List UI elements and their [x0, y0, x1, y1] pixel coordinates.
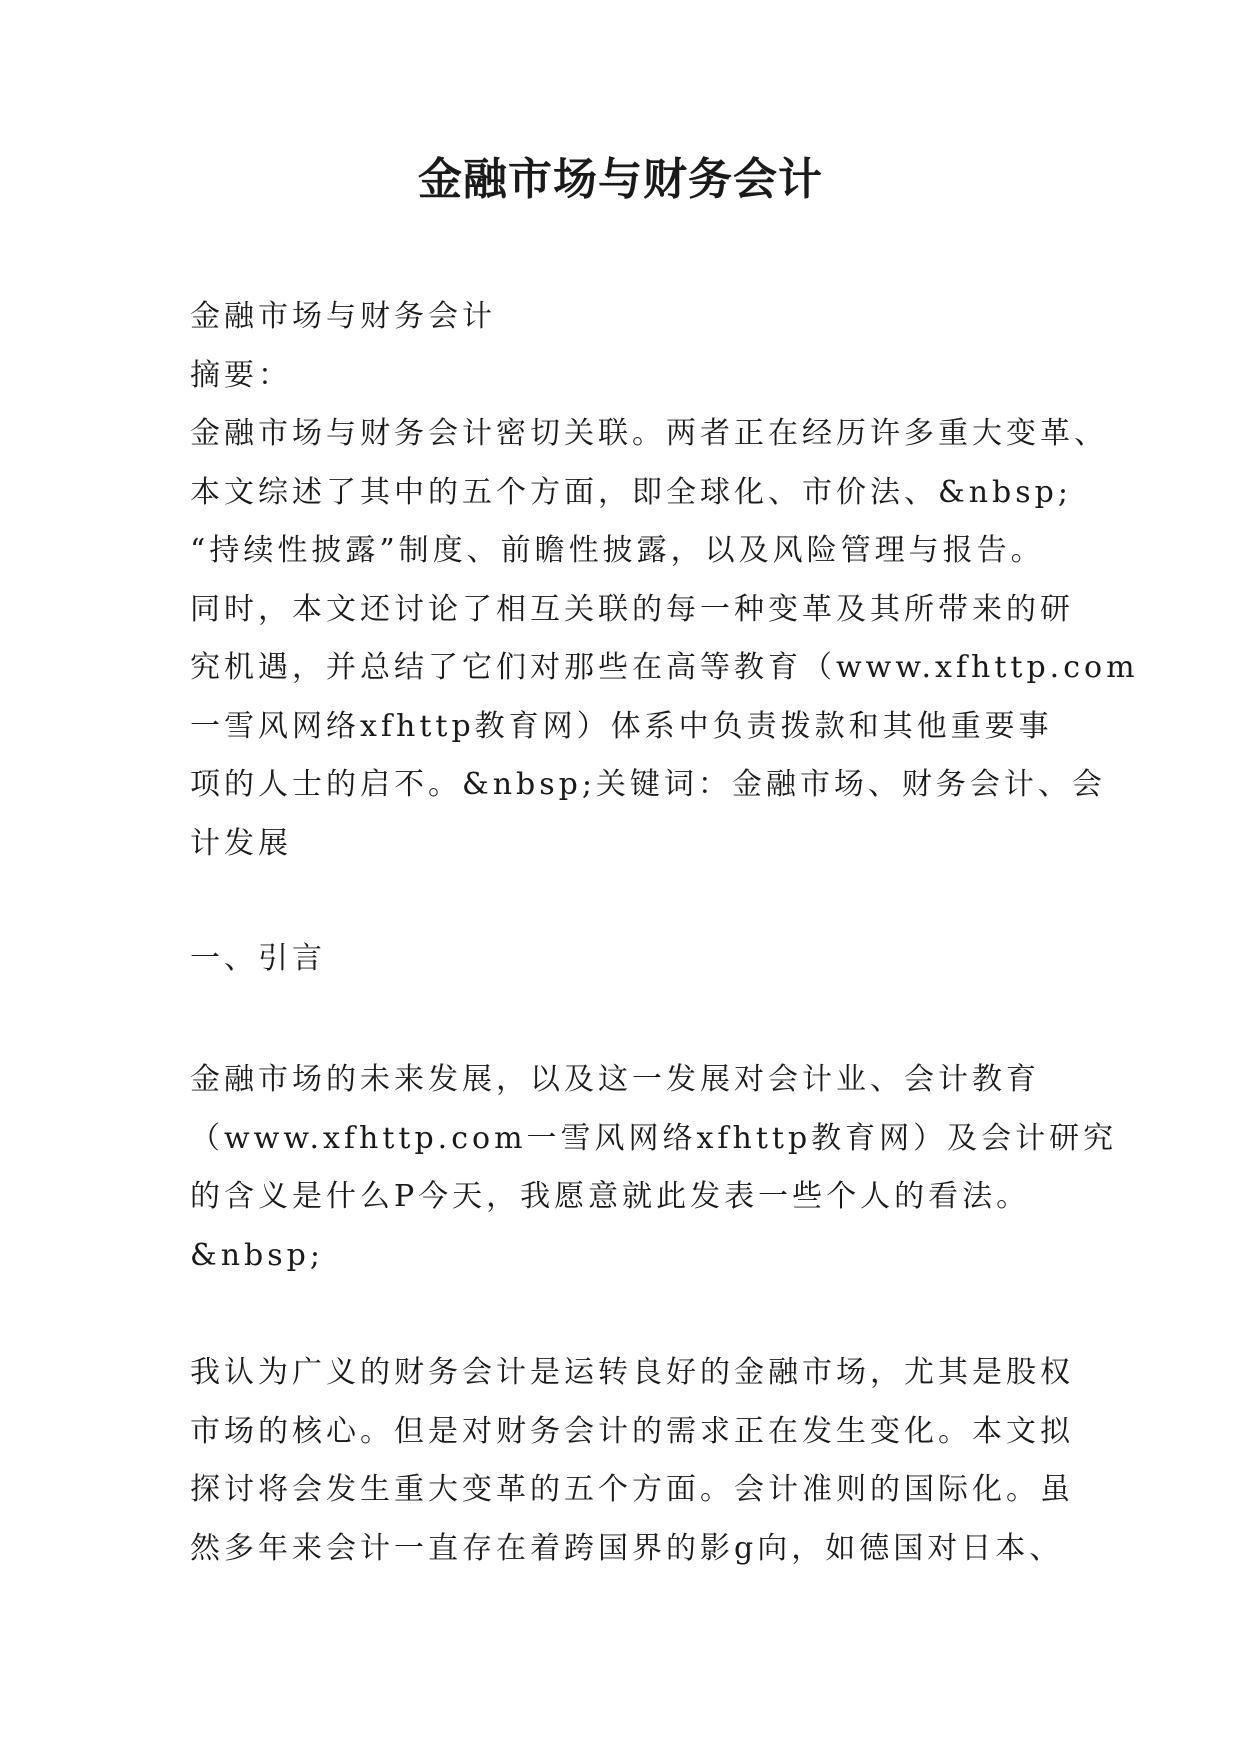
paragraph-line: 金融市场的未来发展，以及这一发展对会计业、会计教育 [190, 1062, 1040, 1097]
abstract-line: 计发展 [190, 825, 292, 861]
abstract-block [190, 288, 1139, 873]
abstract-line: 同时，本文还讨论了相互关联的每一种变革及其所带来的研 [190, 591, 1074, 627]
section-heading: 一、引言 [190, 941, 326, 976]
paragraph-main [190, 1344, 1074, 1578]
paragraph-line: &nbsp; [190, 1237, 324, 1273]
paragraph-line: 市场的核心。但是对财务会计的需求正在发生变化。本文拟 [190, 1413, 1074, 1449]
section-heading-block [190, 930, 1070, 989]
abstract-line: 本文综述了其中的五个方面，即全球化、市价法、&nbsp; [190, 474, 1072, 510]
paragraph-line: 探讨将会发生重大变革的五个方面。会计准则的国际化。虽 [190, 1472, 1074, 1507]
abstract-label: 摘要： [190, 357, 292, 393]
abstract-line: “持续性披露”制度、前瞻性披露，以及风险管理与报告。 [190, 533, 1045, 568]
paragraph-line: 我认为广义的财务会计是运转良好的金融市场，尤其是股权 [190, 1355, 1074, 1390]
abstract-line: 一雪风网络xfhttp教育网）体系中负责拨款和其他重要事 [190, 708, 1053, 744]
paragraph-line: 的含义是什么P今天，我愿意就此发表一些个人的看法。 [190, 1179, 1031, 1214]
paragraph-line: （www.xfhttp.com一雪风网络xfhttp教育网）及会计研究 [190, 1120, 1118, 1156]
paragraph-line: 然多年来会计一直存在着跨国界的影g向，如德国对日本、 [190, 1530, 1064, 1566]
abstract-line: 项的人士的启不。&nbsp;关键词：金融市场、财务会计、会 [190, 767, 1106, 802]
abstract-line: 究机遇，并总结了它们对那些在高等教育（www.xfhttp.com [190, 650, 1139, 685]
paragraph-intro [190, 1051, 1118, 1285]
abstract-line: 金融市场与财务会计密切关联。两者正在经历许多重大变革、 [190, 416, 1108, 451]
document-subtitle: 金融市场与财务会计 [190, 299, 496, 334]
document-title: 金融市场与财务会计 [418, 154, 823, 205]
